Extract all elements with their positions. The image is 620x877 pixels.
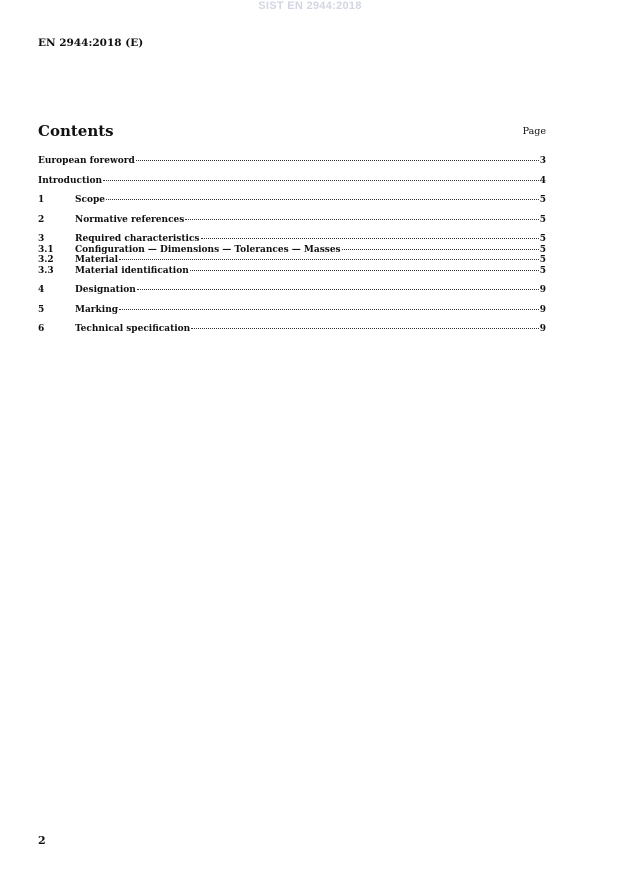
toc-page-number: 5 <box>539 244 546 255</box>
toc-leader <box>185 219 538 220</box>
toc-section-number: 2 <box>38 214 45 225</box>
toc-leader <box>342 249 539 250</box>
toc-title: Configuration — Dimensions — Tolerances — Masses <box>75 244 341 255</box>
toc-leader <box>119 259 539 260</box>
toc-entry[interactable] <box>38 255 546 266</box>
toc-leader <box>119 309 539 310</box>
toc-section-number: 3.1 <box>38 244 54 255</box>
toc-leader <box>190 270 539 271</box>
toc-title: European foreword <box>38 156 135 166</box>
toc-section-number: 1 <box>38 195 45 205</box>
toc-page-number: 3 <box>539 156 546 166</box>
toc-leader <box>137 289 539 290</box>
toc-title: Normative references <box>75 214 185 225</box>
toc-title: Scope <box>75 195 106 205</box>
watermark: SIST EN 2944:2018 <box>258 0 362 12</box>
toc-entry[interactable] <box>38 305 546 316</box>
toc-entry[interactable] <box>38 266 546 277</box>
toc-leader <box>136 160 539 161</box>
toc-section-number: 6 <box>38 324 45 334</box>
toc-page-number: 5 <box>539 255 546 265</box>
toc-title: Technical specification <box>75 324 191 334</box>
toc-entry[interactable] <box>38 156 546 167</box>
toc-page-number: 9 <box>539 285 546 295</box>
contents-heading: Contents <box>38 122 114 140</box>
toc-title: Designation <box>75 285 136 295</box>
toc-leader <box>201 238 539 239</box>
toc-title: Introduction <box>38 175 103 186</box>
toc-page-number: 5 <box>539 234 546 244</box>
toc-section-number: 4 <box>38 285 45 295</box>
toc-entry[interactable] <box>38 215 546 226</box>
toc-page-number: 5 <box>539 214 546 225</box>
toc-page-number: 9 <box>539 304 546 315</box>
document-identifier: EN 2944:2018 (E) <box>38 37 144 49</box>
toc-section-number: 3.3 <box>38 265 54 276</box>
toc-entry[interactable] <box>38 324 546 335</box>
table-of-contents <box>38 156 546 335</box>
toc-leader <box>191 328 539 329</box>
toc-entry[interactable] <box>38 195 546 206</box>
toc-page-number: 5 <box>539 195 546 205</box>
toc-page-number: 4 <box>539 175 546 186</box>
toc-entry[interactable] <box>38 285 546 296</box>
toc-page-number: 9 <box>539 324 546 334</box>
toc-page-number: 5 <box>539 265 546 276</box>
toc-entry[interactable] <box>38 176 546 187</box>
toc-title: Required characteristics <box>75 234 200 244</box>
toc-title: Marking <box>75 304 119 315</box>
toc-section-number: 3 <box>38 234 45 244</box>
toc-section-number: 5 <box>38 304 45 315</box>
toc-section-number: 3.2 <box>38 255 54 265</box>
toc-entry[interactable] <box>38 234 546 245</box>
toc-title: Material identification <box>75 265 189 276</box>
toc-entry[interactable] <box>38 245 546 256</box>
toc-leader <box>106 199 539 200</box>
toc-leader <box>103 180 539 181</box>
page-number: 2 <box>38 834 46 847</box>
page-column-label: Page <box>522 126 546 137</box>
toc-title: Material <box>75 255 119 265</box>
